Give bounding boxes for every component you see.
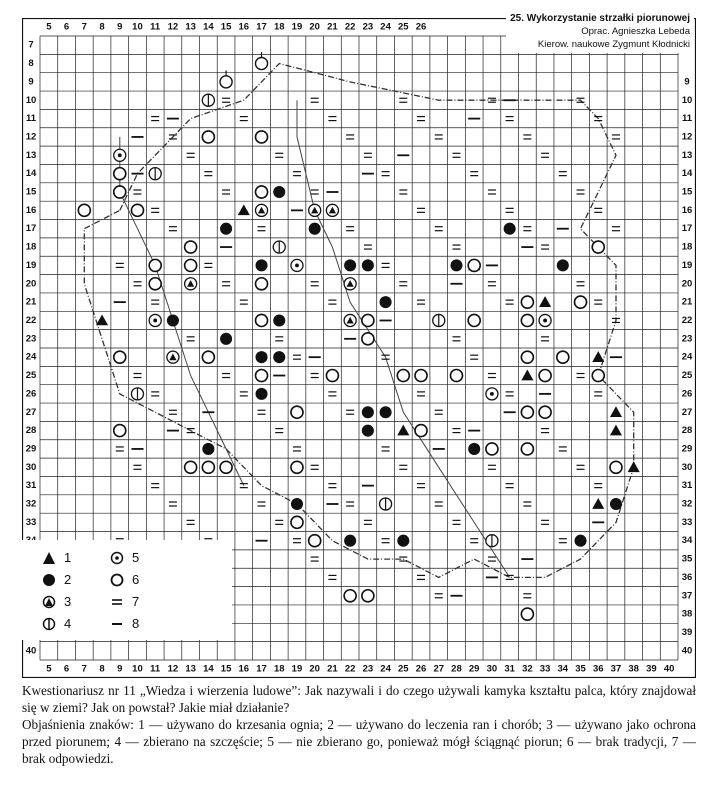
marker-type-6	[220, 461, 232, 473]
right-label: 36	[681, 571, 693, 583]
left-label: 7	[28, 39, 34, 51]
left-label: 25	[25, 370, 37, 382]
marker-type-6	[486, 443, 498, 455]
legend-item-1	[42, 550, 71, 565]
top-label: 17	[256, 21, 267, 33]
caption-explanation: Objaśnienia znaków: 1 — używano do krzesania ognia; 2 — używano do leczenia ran i chorób; 3 — używano jako ochrona przed piorunem; 4 — zbierano na szczęście; 5 — nie zbierano go, ponieważ mógł ściągnąć piorun; 6 — brak tradycji, 7 — brak odpowiedzi.	[22, 717, 696, 766]
dash-icon	[110, 617, 124, 631]
left-label: 40	[25, 645, 37, 657]
marker-type-3	[167, 351, 179, 363]
bottom-label: 17	[256, 663, 267, 675]
marker-type-2	[468, 443, 480, 455]
left-label: 32	[25, 498, 37, 510]
bottom-label: 28	[451, 663, 462, 675]
left-label: 18	[25, 241, 37, 253]
top-label: 24	[380, 21, 391, 33]
right-label: 32	[681, 498, 693, 510]
legend-label-8: 8	[132, 616, 140, 631]
bottom-label: 36	[592, 663, 604, 675]
legend-item-5	[110, 550, 139, 565]
right-label: 13	[681, 149, 693, 161]
left-label: 11	[25, 113, 37, 125]
marker-type-2	[380, 406, 392, 418]
marker-type-2	[575, 535, 587, 547]
left-label: 9	[28, 76, 34, 88]
marker-type-6	[344, 590, 356, 602]
marker-type-6	[362, 590, 374, 602]
bottom-label: 13	[185, 663, 196, 675]
legend-label-5: 5	[132, 550, 140, 565]
left-label: 31	[25, 480, 37, 492]
left-label: 12	[25, 131, 37, 143]
marker-type-6	[114, 168, 126, 180]
top-label: 18	[273, 21, 285, 33]
marker-type-2	[397, 535, 409, 547]
bottom-label: 10	[132, 663, 143, 675]
bottom-label: 32	[522, 663, 533, 675]
left-label: 27	[25, 406, 37, 418]
marker-type-4	[149, 168, 161, 180]
marker-type-6	[521, 351, 533, 363]
marker-type-5	[291, 259, 303, 271]
bottom-label: 31	[504, 663, 515, 675]
legend-item-8	[110, 616, 139, 631]
top-label: 9	[117, 21, 123, 33]
legend	[22, 540, 232, 640]
right-label: 20	[681, 278, 693, 290]
marker-type-6	[592, 370, 604, 382]
bottom-label: 8	[99, 663, 105, 675]
right-label: 21	[681, 296, 693, 308]
top-label: 11	[150, 21, 161, 33]
marker-type-2	[362, 406, 374, 418]
bottom-label: 19	[291, 663, 303, 675]
marker-type-6	[114, 186, 126, 198]
right-label: 40	[681, 645, 693, 657]
top-label: 21	[327, 21, 338, 33]
left-label: 21	[25, 296, 37, 308]
marker-type-2	[380, 296, 392, 308]
marker-type-3	[326, 204, 338, 216]
map-title-box	[506, 10, 694, 53]
marker-type-3	[309, 204, 321, 216]
marker-type-2	[202, 443, 214, 455]
right-label: 30	[681, 461, 693, 473]
top-label: 13	[185, 21, 196, 33]
bottom-label: 35	[575, 663, 586, 675]
left-label: 23	[25, 333, 37, 345]
right-label: 38	[681, 608, 693, 620]
top-label: 16	[238, 21, 250, 33]
bottom-label: 38	[628, 663, 639, 675]
marker-type-6	[521, 296, 533, 308]
right-label: 9	[684, 76, 690, 88]
marker-type-6	[114, 425, 126, 437]
marker-type-2	[362, 259, 374, 271]
left-label: 20	[25, 278, 37, 290]
top-label: 14	[203, 21, 214, 33]
left-label: 13	[25, 149, 37, 161]
top-label: 7	[81, 21, 87, 33]
marker-type-6	[557, 351, 569, 363]
right-label: 10	[681, 94, 693, 106]
bottom-label: 18	[273, 663, 285, 675]
bottom-label: 12	[167, 663, 179, 675]
marker-type-6	[149, 278, 161, 290]
marker-type-2	[557, 259, 569, 271]
right-label: 34	[681, 535, 693, 547]
marker-type-5	[486, 388, 498, 400]
right-label: 15	[681, 186, 693, 198]
top-label: 25	[398, 21, 409, 33]
right-label: 25	[681, 370, 693, 382]
marker-type-6	[185, 461, 197, 473]
marker-type-2	[220, 223, 232, 235]
marker-type-2	[167, 314, 179, 326]
marker-type-6	[415, 370, 427, 382]
bottom-label: 34	[557, 663, 569, 675]
equals-icon	[110, 595, 124, 609]
left-label: 16	[25, 204, 37, 216]
bottom-label: 15	[220, 663, 232, 675]
marker-type-6	[256, 186, 268, 198]
marker-type-6	[539, 370, 551, 382]
left-label: 14	[25, 168, 37, 180]
marker-type-2	[273, 351, 285, 363]
left-label: 8	[28, 58, 34, 70]
marker-type-2	[256, 351, 268, 363]
left-label: 10	[25, 94, 37, 106]
marker-type-2	[450, 259, 462, 271]
left-label: 33	[25, 516, 37, 528]
marker-type-2	[309, 223, 321, 235]
marker-type-6	[397, 370, 409, 382]
top-label: 5	[46, 21, 52, 33]
marker-type-4	[131, 388, 143, 400]
legend-label-4: 4	[64, 616, 72, 631]
left-label: 29	[25, 443, 37, 455]
bottom-label: 14	[203, 663, 214, 675]
marker-type-2	[273, 314, 285, 326]
right-label: 29	[681, 443, 693, 455]
top-label: 10	[132, 21, 143, 33]
marker-type-6	[256, 278, 268, 290]
top-label: 22	[344, 21, 356, 33]
marker-type-6	[256, 370, 268, 382]
marker-type-3	[344, 278, 356, 290]
bottom-label: 24	[380, 663, 391, 675]
legend-item-4	[42, 616, 71, 631]
right-label: 27	[681, 406, 693, 418]
marker-type-6	[202, 351, 214, 363]
marker-type-4	[433, 314, 445, 326]
legend-item-2	[42, 572, 71, 587]
right-label: 19	[681, 259, 693, 271]
marker-type-6	[185, 259, 197, 271]
marker-type-4	[273, 241, 285, 253]
right-label: 16	[681, 204, 693, 216]
marker-type-6	[291, 461, 303, 473]
marker-type-6	[450, 370, 462, 382]
marker-type-2	[610, 498, 622, 510]
right-label: 28	[681, 425, 693, 437]
legend-label-3: 3	[64, 594, 72, 609]
marker-type-6	[415, 425, 427, 437]
map-supervisor: Kierow. naukowe Zygmunt Kłodnicki	[537, 39, 690, 50]
marker-type-3	[185, 278, 197, 290]
left-label: 28	[25, 425, 37, 437]
marker-type-2	[344, 259, 356, 271]
legend-label-2: 2	[64, 572, 72, 587]
top-label: 19	[291, 21, 303, 33]
marker-type-2	[291, 498, 303, 510]
right-label: 31	[681, 480, 693, 492]
right-label: 22	[681, 314, 693, 326]
marker-type-6	[521, 608, 533, 620]
marker-type-6	[291, 406, 303, 418]
marker-type-3	[344, 314, 356, 326]
marker-type-6	[256, 314, 268, 326]
vertical-bar-circle-icon	[42, 617, 56, 631]
marker-type-6	[521, 443, 533, 455]
marker-type-5	[114, 149, 126, 161]
left-label: 22	[25, 314, 37, 326]
marker-type-6	[468, 259, 480, 271]
dot-circle-icon	[110, 551, 124, 565]
right-label: 17	[681, 223, 693, 235]
marker-type-6	[131, 204, 143, 216]
top-label: 23	[362, 21, 374, 33]
legend-item-6	[110, 572, 139, 587]
marker-type-2	[256, 259, 268, 271]
marker-type-3	[256, 204, 268, 216]
top-label: 20	[309, 21, 320, 33]
marker-type-6	[575, 296, 587, 308]
marker-type-2	[504, 223, 516, 235]
map-author: Oprac. Agnieszka Lebeda	[581, 26, 690, 37]
left-label: 15	[25, 186, 37, 198]
right-label: 24	[681, 351, 693, 363]
right-label: 37	[681, 590, 693, 602]
marker-type-4	[202, 94, 214, 106]
top-label: 6	[63, 21, 70, 33]
right-label: 35	[681, 553, 693, 565]
marker-type-6	[592, 241, 604, 253]
right-label: 11	[681, 113, 693, 125]
bottom-label: 40	[663, 663, 675, 675]
marker-type-2	[256, 388, 268, 400]
bottom-label: 11	[150, 663, 161, 675]
right-label: 39	[681, 626, 693, 638]
bottom-label: 27	[433, 663, 445, 675]
bottom-label: 6	[63, 663, 70, 675]
half-triangle-circle-icon	[42, 595, 56, 609]
bottom-label: 26	[415, 663, 427, 675]
marker-type-6	[521, 314, 533, 326]
marker-type-6	[114, 351, 126, 363]
top-label: 26	[415, 21, 427, 33]
bottom-label: 25	[398, 663, 409, 675]
marker-type-6	[610, 461, 622, 473]
bottom-label: 39	[646, 663, 657, 675]
open-circle-icon	[110, 573, 124, 587]
right-label: 26	[681, 388, 693, 400]
right-label: 23	[681, 333, 693, 345]
left-label: 17	[25, 223, 37, 235]
marker-type-2	[220, 333, 232, 345]
bottom-label: 7	[81, 663, 87, 675]
bottom-label: 22	[344, 663, 356, 675]
top-label: 12	[167, 21, 179, 33]
marker-type-6	[326, 370, 338, 382]
legend-item-7	[110, 594, 139, 609]
bottom-label: 33	[539, 663, 551, 675]
marker-type-6	[539, 406, 551, 418]
marker-type-2	[344, 535, 356, 547]
caption-question: Kwestionariusz nr 11 „Wiedza i wierzenia ludowe”: Jak nazywali i do czego używali kamyka kształtu palca, który znajdował się w ziemi? Jak on powstał? Jakie miał działanie?	[22, 683, 696, 715]
legend-label-7: 7	[132, 594, 140, 609]
marker-type-6	[521, 406, 533, 418]
triangle-icon	[42, 551, 56, 565]
right-label: 33	[681, 516, 693, 528]
marker-type-6	[202, 131, 214, 143]
bottom-label: 23	[362, 663, 374, 675]
right-label: 14	[681, 168, 693, 180]
right-label: 12	[681, 131, 693, 143]
marker-type-6	[149, 259, 161, 271]
bottom-label: 21	[327, 663, 338, 675]
left-label: 24	[25, 351, 37, 363]
left-label: 26	[25, 388, 37, 400]
filled-circle-icon	[42, 573, 56, 587]
bottom-label: 37	[610, 663, 622, 675]
bottom-label: 30	[486, 663, 498, 675]
bottom-label: 16	[238, 663, 250, 675]
marker-type-2	[273, 186, 285, 198]
legend-item-3	[42, 594, 71, 609]
marker-type-6	[362, 333, 374, 345]
marker-type-6	[78, 204, 90, 216]
right-label: 18	[681, 241, 693, 253]
top-label: 8	[99, 21, 105, 33]
marker-type-6	[185, 241, 197, 253]
marker-type-2	[362, 425, 374, 437]
top-label: 15	[220, 21, 232, 33]
left-label: 19	[25, 259, 37, 271]
marker-type-6	[362, 314, 374, 326]
bottom-label: 20	[309, 663, 320, 675]
bottom-label: 29	[468, 663, 480, 675]
marker-type-4	[486, 535, 498, 547]
bottom-label: 9	[117, 663, 123, 675]
caption	[22, 682, 696, 767]
marker-type-5	[149, 314, 161, 326]
map-title: 25. Wykorzystanie strzałki piorunowej	[510, 13, 690, 24]
legend-label-1: 1	[64, 550, 72, 565]
bottom-label: 5	[46, 663, 52, 675]
marker-type-5	[539, 314, 551, 326]
left-label: 30	[25, 461, 37, 473]
marker-type-6	[468, 314, 480, 326]
marker-type-6	[291, 516, 303, 528]
marker-type-6	[202, 461, 214, 473]
marker-type-6	[309, 535, 321, 547]
legend-label-6: 6	[132, 572, 140, 587]
marker-type-6	[256, 131, 268, 143]
marker-type-4	[380, 498, 392, 510]
